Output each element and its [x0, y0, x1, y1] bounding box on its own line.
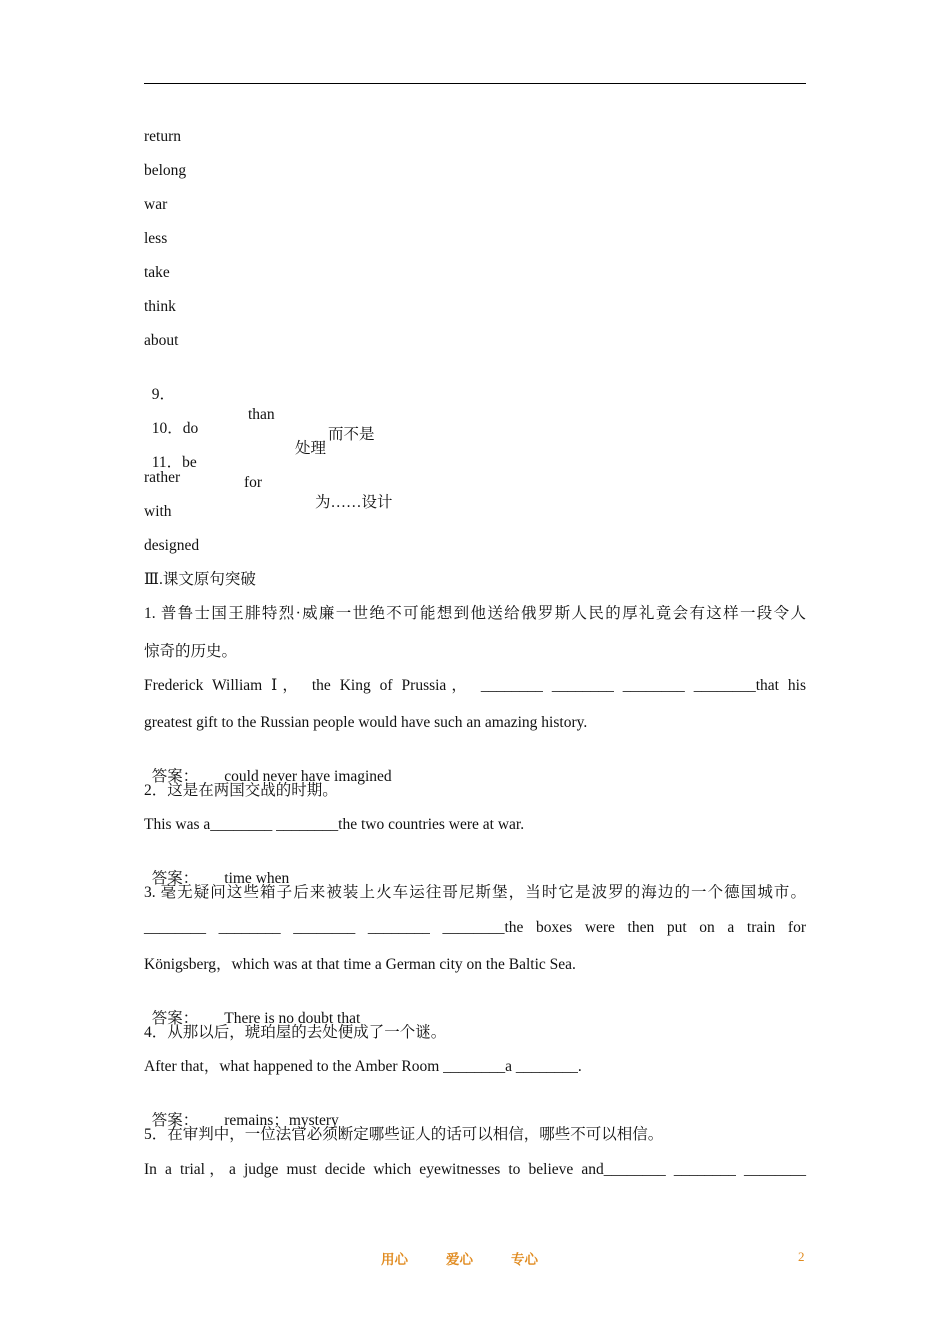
- q5-english: In a trial，a judge must decide which eyewitnesses to believe and________ ________ ________: [144, 1161, 806, 1178]
- answer-word-1: rather: [144, 469, 181, 486]
- answer-label: 答案：: [151, 768, 199, 785]
- q1-chinese-line-2: 惊奇的历史。: [144, 643, 238, 660]
- vocab-word-5: take: [144, 264, 170, 281]
- q3-answer-value: There is no doubt that: [224, 1010, 361, 1027]
- q2-english: This was a________ ________the two countries were at war.: [144, 816, 525, 833]
- vocab-word-2: belong: [144, 162, 187, 179]
- q1-chinese-line-1: 1. 普鲁士国王腓特烈·威廉一世绝不可能想到他送给俄罗斯人民的厚礼竟会有这样一段令人: [144, 605, 806, 622]
- q4-english: After that，what happened to the Amber Room ________a ________.: [144, 1058, 582, 1075]
- q1-answer-value: could never have imagined: [224, 768, 392, 785]
- q1-english-line-1: Frederick William Ⅰ， the King of Prussia， ________ ________ ________ ________that his: [144, 677, 806, 694]
- footer-text-2: 爱心: [446, 1252, 473, 1268]
- answer-word-2: with: [144, 503, 172, 520]
- vocab-word-6: think: [144, 298, 176, 315]
- section-title: Ⅲ.课文原句突破: [144, 571, 256, 588]
- phrase-9-word: than: [248, 406, 275, 423]
- answer-label: 答案：: [151, 1010, 199, 1027]
- q2-answer-value: time when: [224, 870, 290, 887]
- phrase-11-number: 11．be: [151, 454, 197, 471]
- q1-english-line-2: greatest gift to the Russian people would have such an amazing history.: [144, 714, 588, 731]
- answer-label: 答案：: [151, 870, 199, 887]
- answer-word-3: designed: [144, 537, 200, 554]
- q5-chinese: 5．在审判中，一位法官必须断定哪些证人的话可以相信，哪些不可以相信。: [144, 1126, 664, 1143]
- q3-chinese: 3. 毫无疑问这些箱子后来被装上火车运往哥尼斯堡，当时它是波罗的海边的一个德国城市。: [144, 884, 806, 901]
- phrase-11-word: for: [244, 474, 263, 491]
- q4-chinese: 4．从那以后，琥珀屋的去处便成了一个谜。: [144, 1024, 447, 1041]
- q3-english-line-2: Königsberg，which was at that time a German city on the Baltic Sea.: [144, 956, 576, 973]
- phrase-10-number: 10．do: [151, 420, 199, 437]
- vocab-word-4: less: [144, 230, 168, 247]
- footer-text-1: 用心: [381, 1252, 408, 1268]
- phrase-9-number: 9．: [151, 386, 176, 403]
- phrase-11-meaning: 为……设计: [315, 494, 393, 511]
- vocab-word-1: return: [144, 128, 182, 145]
- page-number: 2: [798, 1249, 805, 1264]
- q2-chinese: 2．这是在两国交战的时期。: [144, 782, 338, 799]
- phrase-9-meaning: 而不是: [328, 426, 375, 443]
- q3-english-line-1: ________ ________ ________ ________ ________the boxes were then put on a train for: [144, 919, 806, 936]
- footer-text-3: 专心: [511, 1252, 538, 1268]
- q4-answer-value: remains；mystery: [224, 1112, 339, 1129]
- vocab-word-3: war: [144, 196, 168, 213]
- header-rule: [144, 83, 806, 84]
- phrase-10-meaning: 处理: [295, 440, 327, 457]
- answer-label: 答案：: [151, 1112, 199, 1129]
- vocab-word-7: about: [144, 332, 179, 349]
